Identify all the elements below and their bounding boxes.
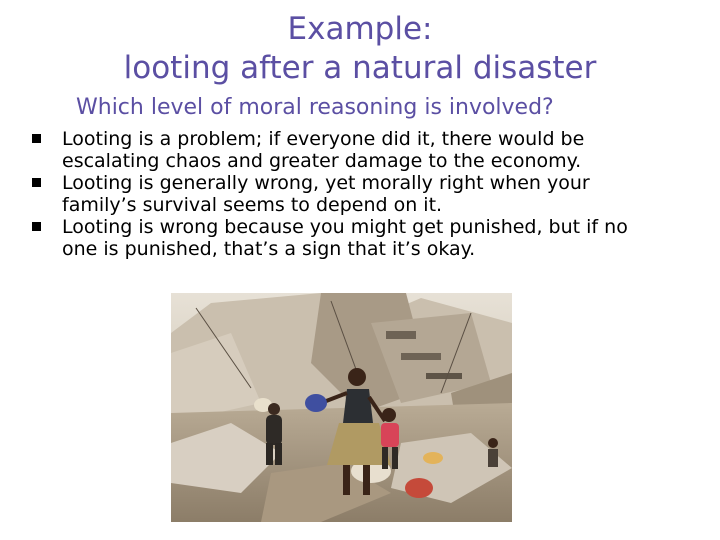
bullet-text-line: Looting is wrong because you might get punished, but if no [62, 216, 628, 238]
title-line-1: Example: [287, 11, 433, 47]
bullet-text-line: Looting is a problem; if everyone did it, there would be [62, 128, 585, 150]
bullet-item-3 [30, 216, 710, 260]
bullet-text-line: escalating chaos and greater damage to the economy. [62, 150, 582, 172]
square-bullet-icon [32, 178, 41, 187]
square-bullet-icon [32, 134, 41, 143]
slide-subtitle: Which level of moral reasoning is involved? [76, 95, 554, 120]
square-bullet-icon [32, 222, 41, 231]
bullet-list [30, 128, 710, 260]
disaster-photo [171, 293, 512, 522]
earthquake-rubble-photo-icon [171, 293, 512, 522]
title-line-2: looting after a natural disaster [123, 50, 597, 86]
bullet-item-1 [30, 128, 710, 172]
bullet-text-line: Looting is generally wrong, yet morally right when your [62, 172, 590, 194]
slide-title [0, 10, 720, 88]
bullet-text-line: one is punished, that’s a sign that it’s okay. [62, 238, 476, 260]
bullet-text-line: family’s survival seems to depend on it. [62, 194, 443, 216]
bullet-item-2 [30, 172, 710, 216]
